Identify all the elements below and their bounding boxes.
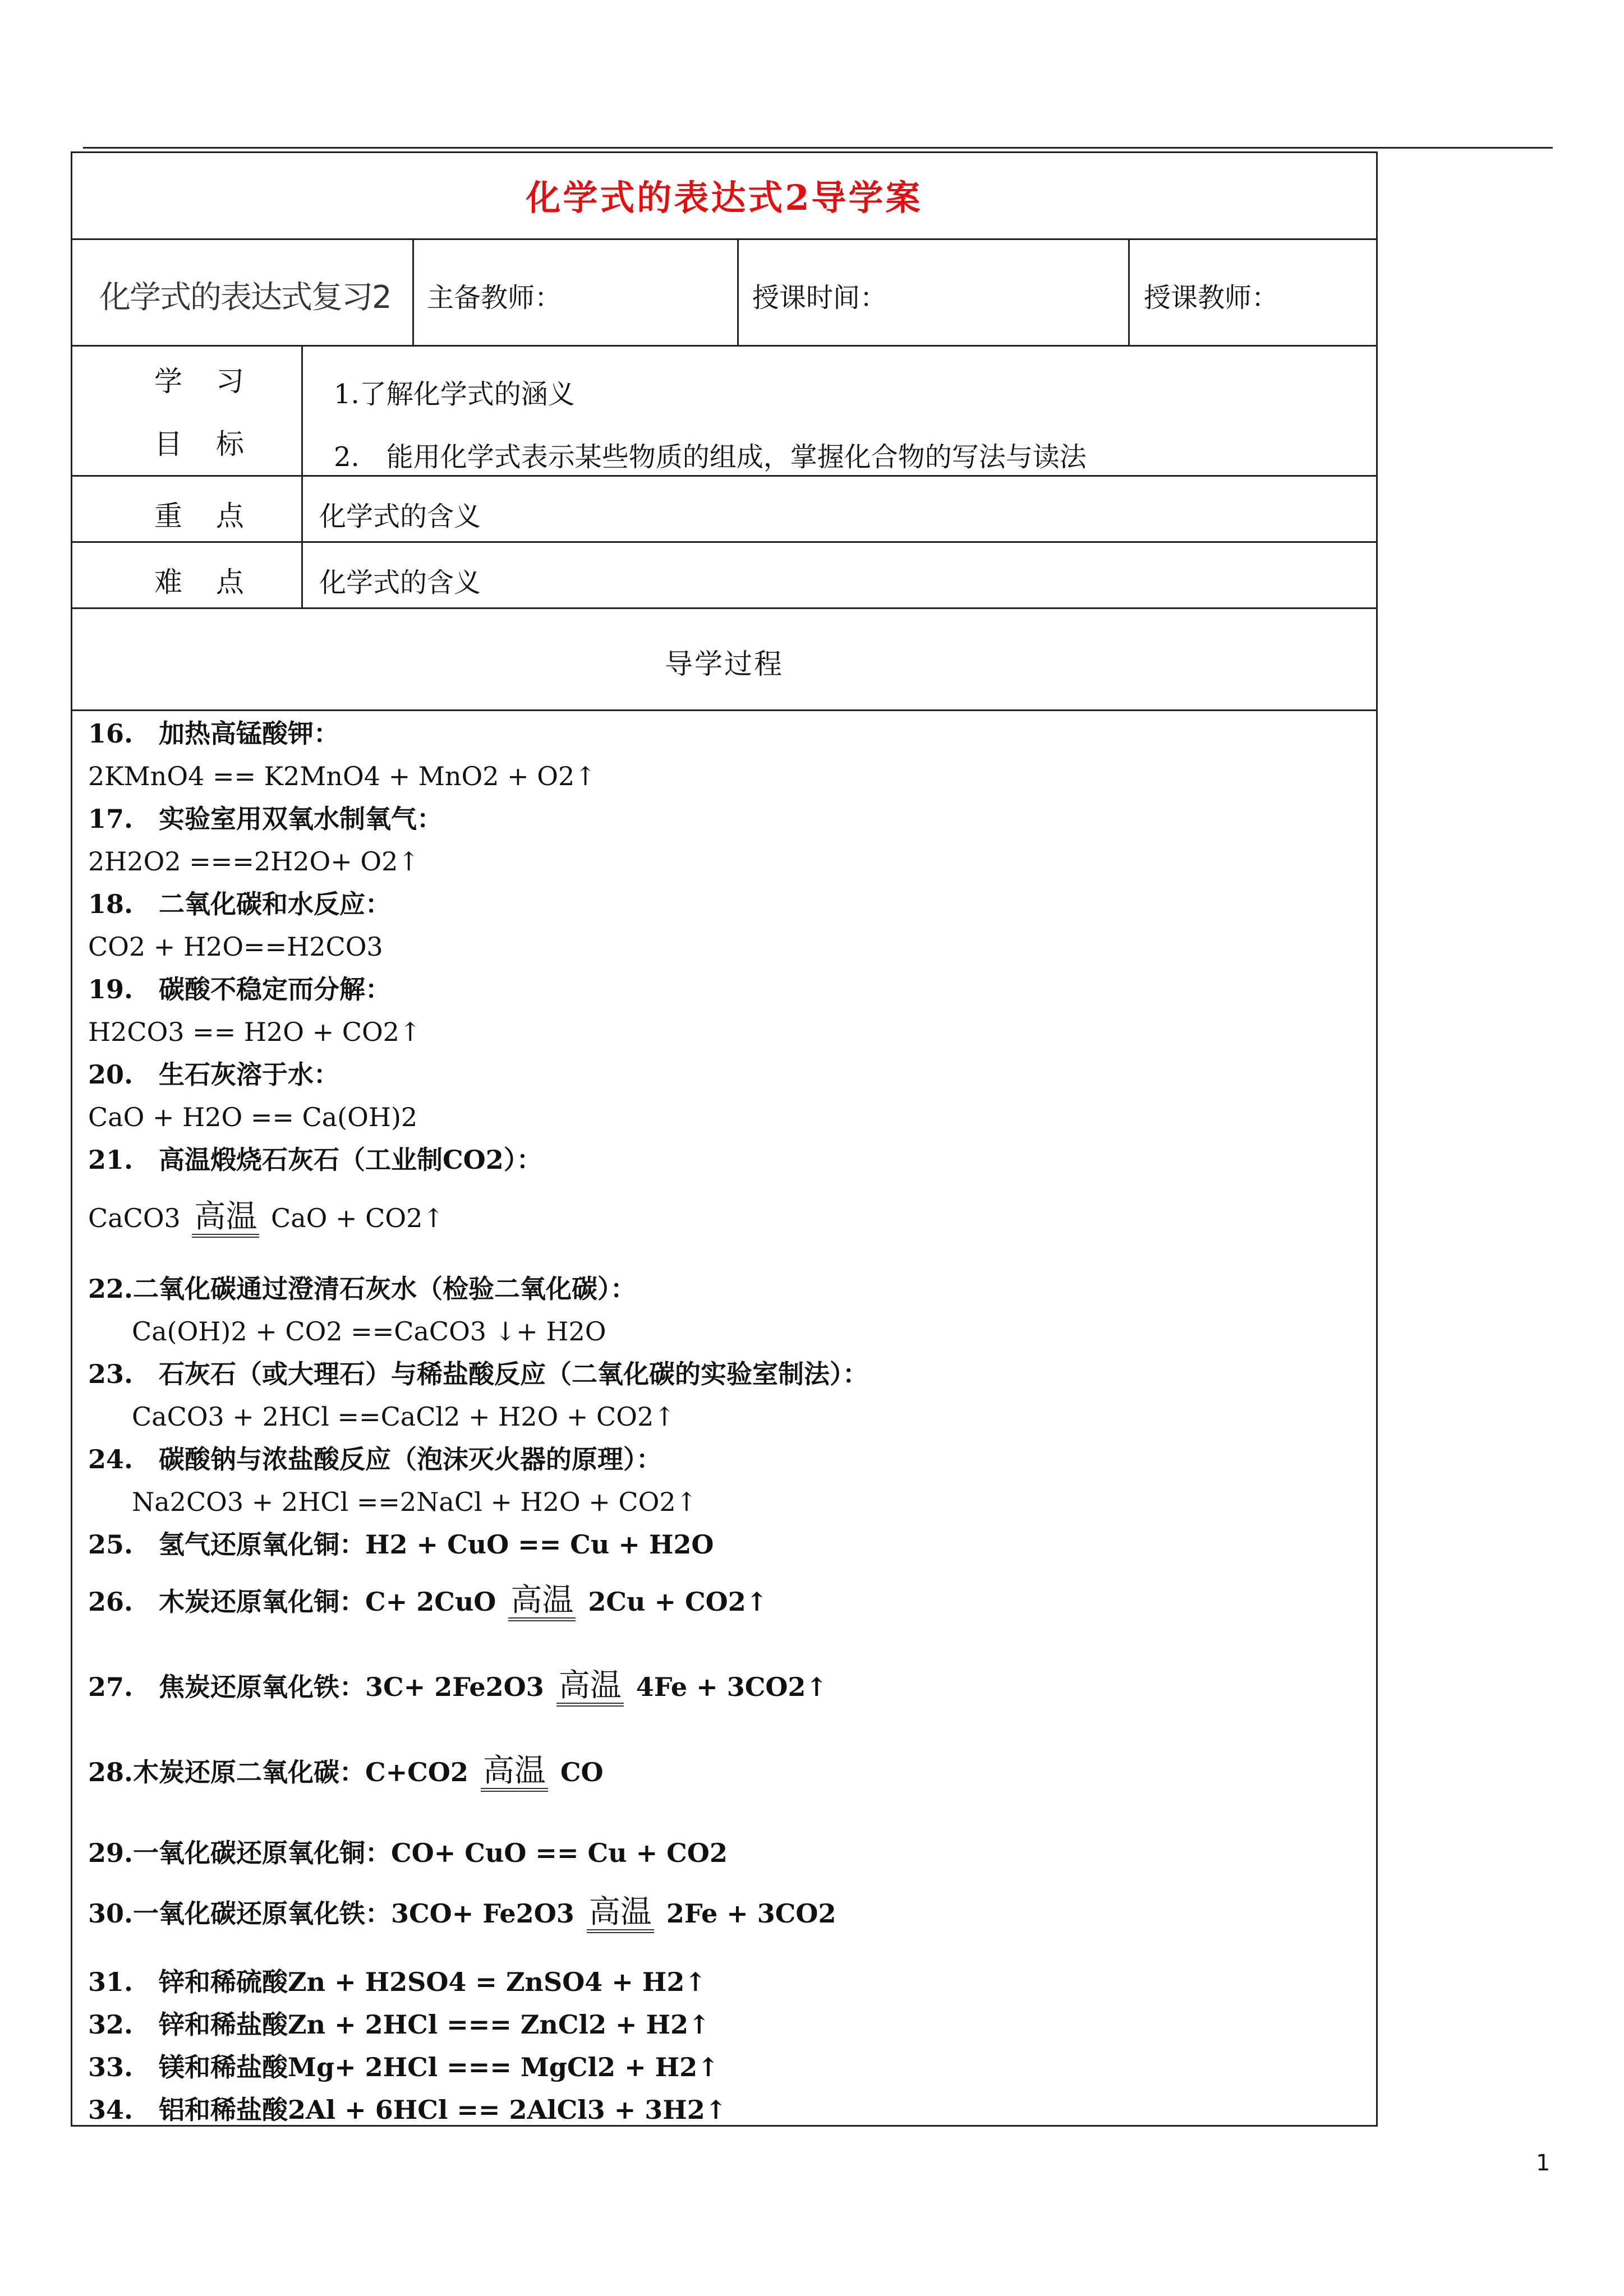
key-point-label: 重 点 — [154, 500, 256, 532]
equation-with-condition — [88, 1667, 827, 1707]
reactants: 26. 木炭还原氧化铜：C+ 2CuO — [88, 1587, 496, 1617]
reaction-condition: 高温 — [587, 1896, 654, 1933]
equation-line: 29.一氧化碳还原氧化铜：CO+ CuO == Cu + CO2 — [88, 1838, 728, 1868]
worksheet-table — [71, 151, 1378, 2127]
equation-line: 33. 镁和稀盐酸Mg+ 2HCl === MgCl2 + H2↑ — [88, 2052, 719, 2082]
reaction-condition: 高温 — [508, 1584, 576, 1621]
equation: Na2CO3 + 2HCl ==2NaCl + H2O + CO2↑ — [132, 1487, 698, 1517]
difficulty-label: 难 点 — [154, 566, 256, 598]
top-rule — [83, 147, 1553, 149]
equation: CaCO3 + 2HCl ==CaCl2 + H2O + CO2↑ — [132, 1401, 675, 1432]
title-row — [72, 153, 1376, 240]
equation: CO2 + H2O==H2CO3 — [88, 932, 383, 962]
equation-heading: 23. 石灰石（或大理石）与稀盐酸反应（二氧化碳的实验室制法）： — [88, 1359, 869, 1389]
reactants: 28.木炭还原二氧化碳：C+CO2 — [88, 1757, 468, 1787]
lesson-time-label: 授课时间： — [752, 282, 887, 313]
equation-line: 25. 氢气还原氧化铜：H2 + CuO == Cu + H2O — [88, 1529, 714, 1560]
reaction-condition: 高温 — [192, 1201, 259, 1238]
equation-heading: 18. 二氧化碳和水反应： — [88, 889, 392, 919]
process-title-row — [72, 609, 1376, 711]
page-title: 化学式的表达式2导学案 — [526, 177, 923, 218]
equation-heading: 22.二氧化碳通过澄清石灰水（检验二氧化碳）： — [88, 1274, 637, 1304]
equation-heading: 16. 加热高锰酸钾： — [88, 718, 340, 749]
difficulty-text: 化学式的含义 — [319, 567, 481, 598]
difficulty-row — [72, 543, 1376, 609]
equation-heading: 17. 实验室用双氧水制氧气： — [88, 804, 443, 834]
equation: 2H2O2 ===2H2O+ O2↑ — [88, 846, 420, 877]
equation-with-condition — [88, 1198, 444, 1238]
objectives-row — [72, 347, 1376, 477]
reaction-condition: 高温 — [556, 1670, 624, 1707]
products: 2Fe + 3CO2 — [666, 1898, 836, 1929]
objectives-label-line1: 学 习 — [154, 365, 256, 398]
key-point-text: 化学式的含义 — [319, 501, 481, 532]
key-point-row — [72, 477, 1376, 543]
equation-line: 32. 锌和稀盐酸Zn + 2HCl === ZnCl2 + H2↑ — [88, 2009, 710, 2040]
reactants: CaCO3 — [88, 1203, 181, 1233]
process-title: 导学过程 — [665, 648, 784, 680]
reaction-condition: 高温 — [481, 1755, 548, 1792]
equation: H2CO3 == H2O + CO2↑ — [88, 1017, 421, 1047]
objective-item: 1.了解化学式的涵义 — [334, 379, 575, 410]
equation-with-condition — [88, 1584, 767, 1621]
equation-heading: 21. 高温煅烧石灰石（工业制CO2）： — [88, 1145, 542, 1175]
teacher-label: 授课教师： — [1144, 282, 1279, 313]
reactants: 30.一氧化碳还原氧化铁：3CO+ Fe2O3 — [88, 1898, 574, 1929]
equation-heading: 24. 碳酸钠与浓盐酸反应（泡沫灭火器的原理）： — [88, 1444, 663, 1474]
lead-teacher-label: 主备教师： — [427, 282, 562, 313]
page-number: 1 — [1536, 2150, 1551, 2176]
equation-with-condition — [88, 1755, 604, 1792]
equation-line: 31. 锌和稀硫酸Zn + H2SO4 = ZnSO4 + H2↑ — [88, 1967, 706, 1997]
equation-line: 34. 铝和稀盐酸2Al + 6HCl == 2AlCl3 + 3H2↑ — [88, 2095, 727, 2125]
products: CO — [560, 1757, 604, 1787]
equation-heading: 19. 碳酸不稳定而分解： — [88, 974, 392, 1004]
equation: Ca(OH)2 + CO2 ==CaCO3 ↓+ H2O — [132, 1316, 606, 1347]
subject-title: 化学式的表达式复习2 — [99, 279, 391, 316]
equation-heading: 20. 生石灰溶于水： — [88, 1059, 340, 1090]
products: CaO + CO2↑ — [271, 1203, 444, 1233]
equation-with-condition — [88, 1896, 836, 1933]
products: 4Fe + 3CO2↑ — [636, 1672, 827, 1702]
equation: CaO + H2O == Ca(OH)2 — [88, 1102, 418, 1132]
equation: 2KMnO4 == K2MnO4 + MnO2 + O2↑ — [88, 761, 596, 791]
products: 2Cu + CO2↑ — [588, 1587, 768, 1617]
header-row — [72, 240, 1376, 347]
objectives-label-line2: 目 标 — [154, 428, 256, 460]
reactants: 27. 焦炭还原氧化铁：3C+ 2Fe2O3 — [88, 1672, 544, 1702]
objective-item: 2. 能用化学式表示某些物质的组成，掌握化合物的写法与读法 — [334, 441, 1087, 473]
